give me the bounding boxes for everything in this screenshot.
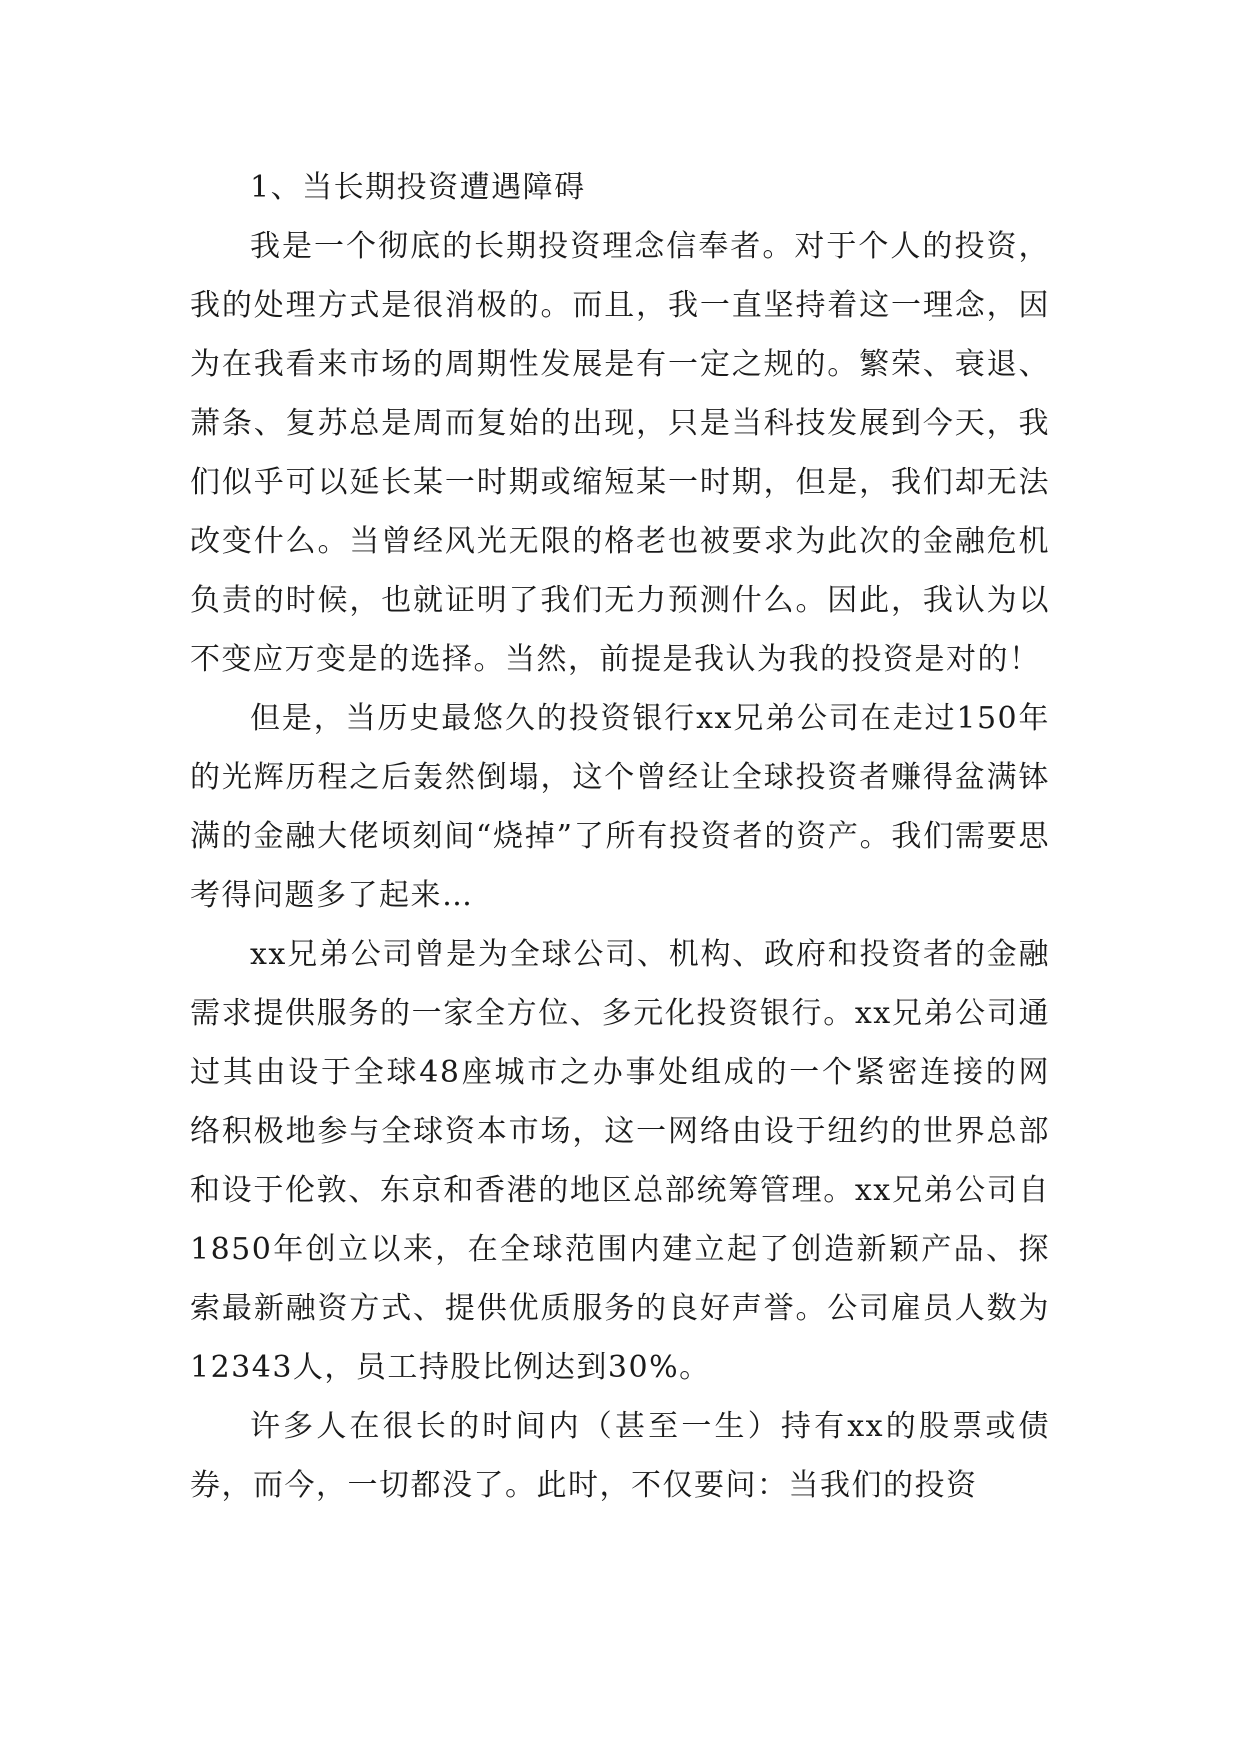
paragraph-1: 我是一个彻底的长期投资理念信奉者。对于个人的投资，我的处理方式是很消极的。而且，我一直坚持着这一理念，因为在我看来市场的周期性发展是有一定之规的。繁荣、衰退、萧条、复苏总是周而复始的出现，只是当科技发展到今天，我们似乎可以延长某一时期或缩短某一时期，但是，我们却无法改变什么。当曾经风光无限的格老也被要求为此次的金融危机负责的时候，也就证明了我们无力预测什么。因此，我认为以不变应万变是的选择。当然，前提是我认为我的投资是对的！ [190, 229, 1050, 677]
document-body [190, 158, 1050, 1515]
section-heading: 1、当长期投资遭遇障碍 [250, 170, 586, 205]
paragraph-3: xx兄弟公司曾是为全球公司、机构、政府和投资者的金融需求提供服务的一家全方位、多元化投资银行。xx兄弟公司通过其由设于全球48座城市之办事处组成的一个紧密连接的网络积极地参与全球资本市场，这一网络由设于纽约的世界总部和设于伦敦、东京和香港的地区总部统筹管理。xx兄弟公司自1850年创立以来，在全球范围内建立起了创造新颖产品、探索最新融资方式、提供优质服务的良好声誉。公司雇员人数为12343人，员工持股比例达到30%。 [190, 937, 1050, 1385]
paragraph-4: 许多人在很长的时间内（甚至一生）持有xx的股票或债券，而今，一切都没了。此时，不仅要问：当我们的投资 [190, 1409, 1050, 1503]
paragraph-2: 但是，当历史最悠久的投资银行xx兄弟公司在走过150年的光辉历程之后轰然倒塌，这个曾经让全球投资者赚得盆满钵满的金融大佬顷刻间“烧掉”了所有投资者的资产。我们需要思考得问题多了起来… [190, 701, 1050, 913]
